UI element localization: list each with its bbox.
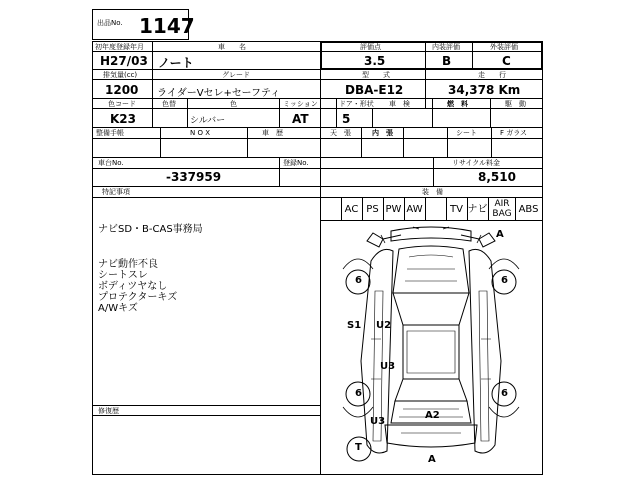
color-label: 色 [230,100,237,108]
mileage-value: 34,378 Km [448,83,521,97]
note-item: ボディツヤなし [98,281,168,292]
transmission-value: AT [292,112,309,126]
registration-label: 登録No. [283,159,309,167]
note-item: シートスレ [98,270,148,281]
car-damage-diagram [321,221,543,475]
grade-label: グレード [222,71,250,79]
inspection-label: 車 検 [389,100,410,108]
upholstery-label: 内 張 [372,129,393,137]
note-item: ナビ動作不良 [98,259,158,270]
special-note-1: ナビSD・B-CAS事務局 [98,224,203,235]
mark-fr-tire: 6 [501,275,508,286]
nox-label: N O X [190,129,210,137]
interior-value: B [442,54,452,68]
mileage-label: 走 行 [478,71,506,79]
mark-rl-tire: 6 [355,388,362,399]
equip-ps: PS [366,204,379,215]
note-item: プロテクターキズ [98,292,178,303]
roof-label: 天 張 [330,129,351,137]
model-label: 車 名 [218,43,246,51]
drive-label: 駆 動 [505,100,526,108]
color-code-label: 色コード [108,100,136,108]
year-value: H27/03 [100,54,148,68]
mark-u3-rear: U3 [370,416,386,427]
recycle-label: リサイクル料金 [452,159,501,167]
mark-front: A [496,229,504,240]
type-value: DBA-E12 [345,83,404,97]
type-label: 型 式 [362,71,390,79]
mark-rr-tire: 6 [501,388,508,399]
equip-abs: ABS [518,204,539,215]
equip-ac: AC [344,204,359,215]
mark-t: T [355,442,362,453]
equip-tv: TV [450,204,463,215]
lot-number: 1147 [139,14,195,38]
score-value: 3.5 [364,54,386,68]
doors-value: 5 [342,112,351,126]
doors-label: ドア・形状 [339,100,374,108]
model-value: ノート [158,56,194,70]
notes-list [98,259,177,314]
recycle-value: 8,510 [478,170,516,184]
equip-airbag: AIR BAG [492,199,512,219]
equipment-label: 装 備 [422,188,443,196]
note-item: A/Wキズ [98,303,138,314]
repair-label: 修復歴 [98,407,119,415]
displacement-value: 1200 [105,83,139,97]
color-code-value: K23 [110,112,136,126]
year-label: 初年度登録年月 [95,43,144,51]
glass-label: F ガラス [500,129,528,137]
lot-label: 出品No. [97,19,123,27]
grade-value: ライダーVセレ+セーフティ [157,88,281,99]
exterior-label: 外装評価 [490,43,518,51]
equip-aw: AW [406,204,423,215]
chassis-value: -337959 [166,170,222,184]
mark-rear: A [428,454,436,465]
color-group-label: 色替 [162,100,176,108]
displacement-label: 排気量(cc) [103,71,138,79]
chassis-label: 車台No. [98,159,124,167]
special-label: 特記事項 [102,188,130,196]
transmission-label: ミッション [283,100,318,108]
score-label: 評価点 [360,43,381,51]
exterior-value: C [502,54,511,68]
history-label: 車 歴 [262,129,283,137]
equip-pw: PW [385,204,402,215]
manual-label: 整備手帳 [96,129,124,137]
mark-u2: U2 [376,320,392,331]
color-value: シルバー [190,116,226,126]
mark-fl-tire: 6 [355,275,362,286]
equip-navi: ナビ [467,204,488,215]
interior-label: 内装評価 [432,43,460,51]
mark-a2: A2 [425,410,440,421]
fuel-label: 燃 料 [447,100,468,108]
seat-label: シート [456,129,477,137]
mark-s1: S1 [347,320,362,331]
mark-u3-side: U3 [380,361,396,372]
